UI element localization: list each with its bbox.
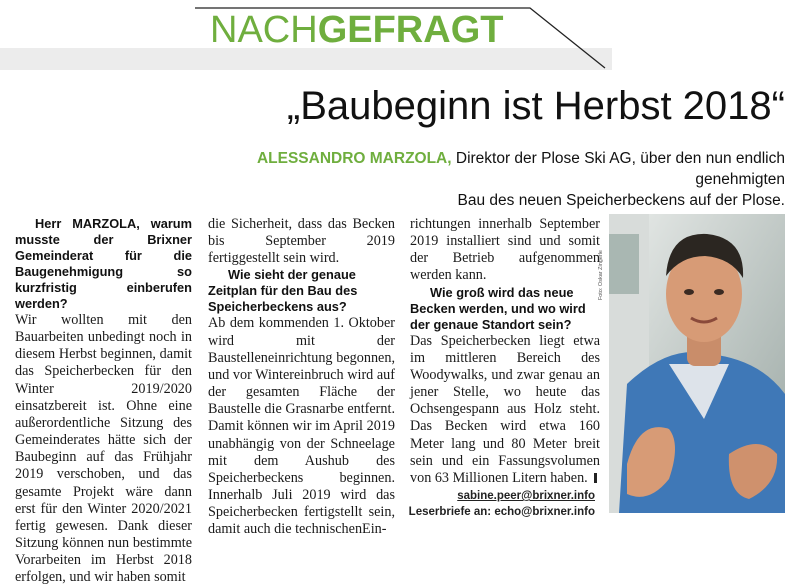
text-column-1: [15, 216, 192, 587]
question-1: Herr MARZOLA, warum musste der Brixner Gemeinderat für die Baugenehmigung so kurzfristig einberufen werden?: [15, 216, 192, 311]
kicker-header: [0, 0, 800, 80]
question-3: Wie groß wird das neue Becken werden, und wo wird der genaue Standort sein?: [410, 284, 586, 332]
interviewee-name: ALESSANDRO MARZOLA,: [256, 150, 452, 167]
standfirst-line1: Direktor der Plose Ski AG, über den nun endlich genehmigten: [451, 150, 785, 188]
headline: „Baubeginn ist Herbst 2018“: [286, 84, 785, 128]
question-2: Wie sieht der genaue Zeitplan für den Bau des Speicherbeckens aus?: [208, 267, 358, 315]
end-mark: [594, 473, 597, 483]
text-column-2: [208, 216, 395, 539]
kicker-title: [210, 8, 503, 52]
letters-email-link[interactable]: Leserbriefe an: echo@brixner.info: [408, 506, 595, 518]
portrait-photo: [609, 214, 785, 513]
author-email-link[interactable]: sabine.peer@brixner.info: [457, 490, 595, 502]
contacts: [405, 488, 595, 520]
standfirst: [190, 148, 785, 211]
answer-3: [410, 333, 600, 487]
kicker-bold: GEFRAGT: [317, 9, 504, 51]
answer-2-continued: richtungen innerhalb September 2019 installiert sind und somit der Betrieb aufgenommen werden kann.: [410, 216, 600, 284]
portrait-illustration: [609, 214, 785, 513]
answer-1: Wir wollten mit den Bauarbeiten unbedingt noch in diesem Herbst beginnen, damit das Speicherbecken für den Winter 2019/2020 einsatzbereit ist. Ohne eine außerordentliche Sitzung des Gemeinderates hätte sich der Baubeginn auf das Frühjahr 2019 verschoben, und das gesamte Projekt wäre dann erst für den Winter 2020/2021 fertig gewesen. Dank dieser Sitzung können nun bestimmte Vorarbeiten im Herbst 2018 erfolgen, und wir haben somit: [15, 312, 192, 586]
photo-credit: Foto: Oskar Zingerle: [598, 250, 604, 301]
standfirst-line2: Bau des neuen Speicherbeckens auf der Plose.: [457, 192, 785, 209]
answer-3-text: Das Speicherbecken liegt etwa im mittleren Bereich des Woodywalks, und zwar genau an jener Stelle, wo heute das Ochsengespann aus Holz steht. Das Becken wird etwa 160 Meter lang und 80 Meter breit sein und ein Fassungsvolumen von 63 Millionen Litern haben.: [410, 332, 600, 486]
answer-1-continued: die Sicherheit, dass das Becken bis September 2019 fertiggestellt sein wird.: [208, 216, 395, 267]
text-column-3: [410, 216, 600, 487]
kicker-light: NACH: [210, 9, 318, 51]
answer-2: Ab dem kommenden 1. Oktober wird mit der Baustelleneinrichtung begonnen, und vor Wintereinbruch wird auf der gesamten Fläche der Baustelle die Grasnarbe entfernt. Damit können wir im April 2019 unabhängig von der Schneelage mit dem Aushub des Speicherbeckens beginnen. Innerhalb Juli 2019 wird das Speicherbecken fertigstellt sein, damit auch die technischenEin-: [208, 315, 395, 538]
